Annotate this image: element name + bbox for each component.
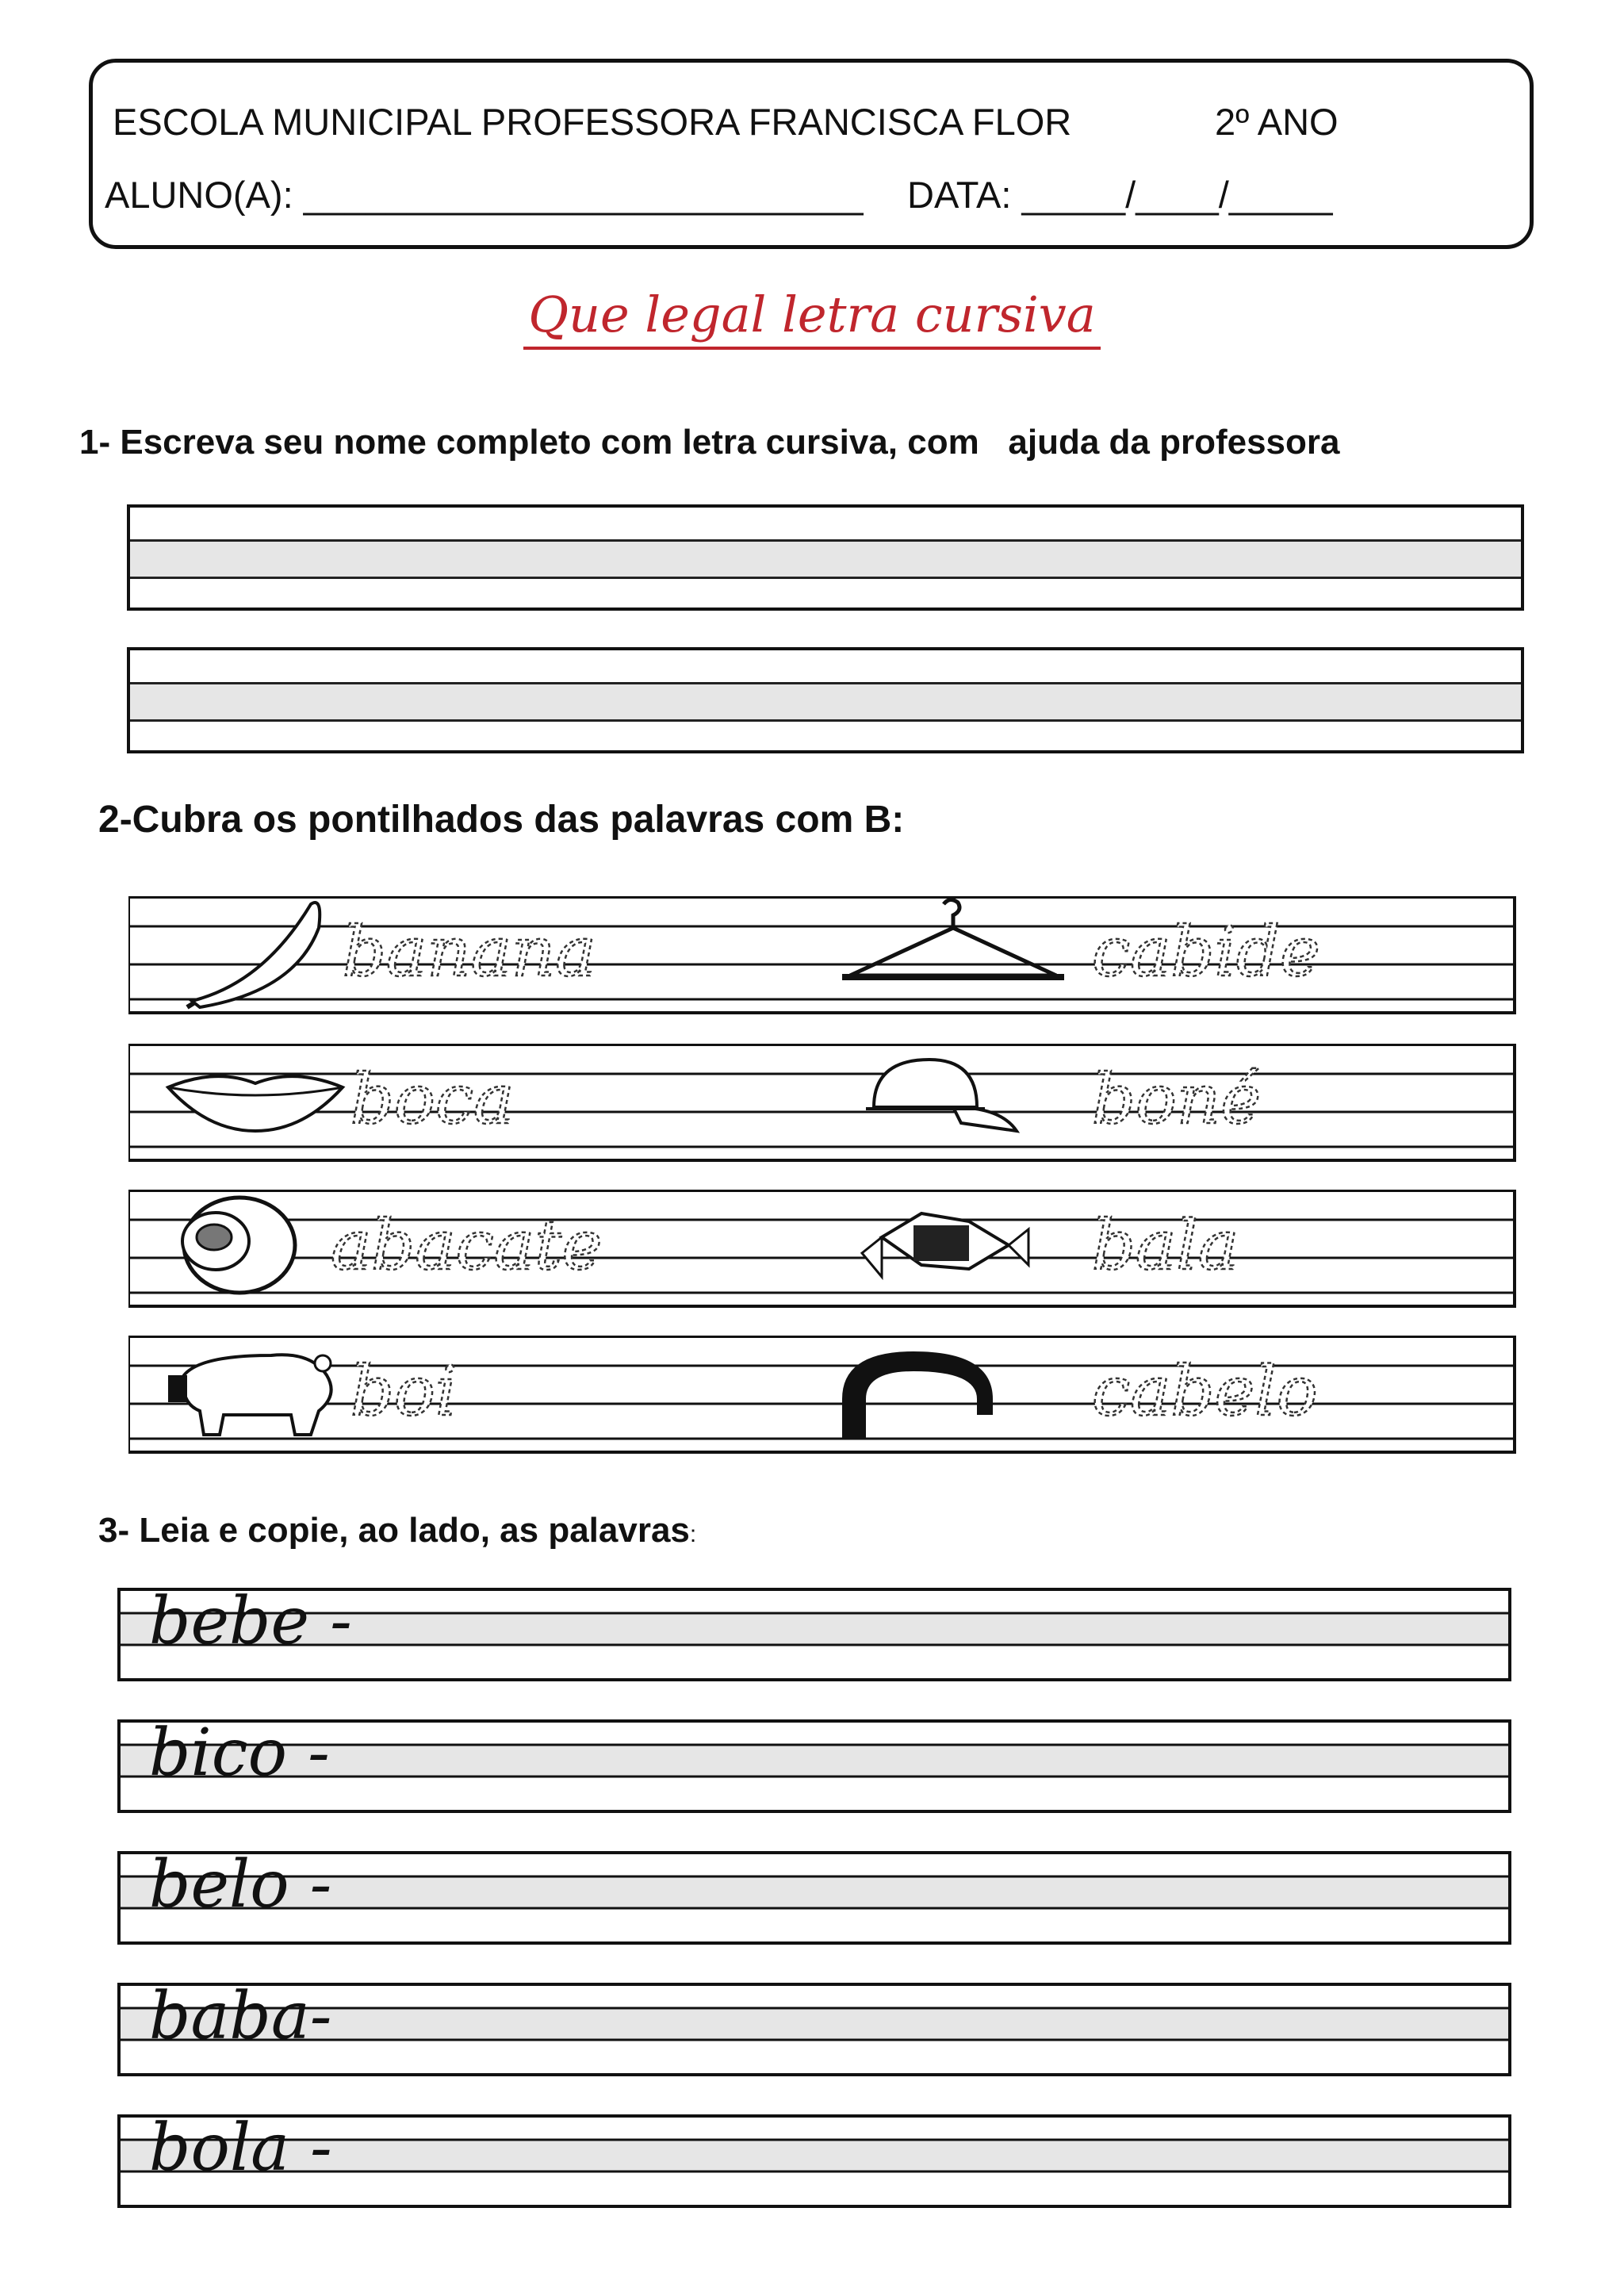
ox-icon: [168, 1355, 331, 1435]
header-box: [89, 59, 1534, 249]
copy-row[interactable]: [117, 1981, 1513, 2085]
trace-word: boca: [350, 1060, 515, 1140]
lips-icon: [168, 1076, 343, 1131]
copy-word: bico -: [149, 1718, 330, 1791]
candy-icon: [862, 1213, 1028, 1277]
trace-row[interactable]: [128, 1044, 1516, 1163]
trace-word: boné: [1092, 1060, 1262, 1140]
trace-word: cabide: [1092, 913, 1320, 992]
banana-icon: [187, 903, 320, 1007]
question-2: 2-Cubra os pontilhados das palavras com B:: [98, 799, 905, 841]
copy-word: belo -: [149, 1849, 332, 1922]
school-name: ESCOLA MUNICIPAL PROFESSORA FRANCISCA FLOR: [113, 101, 1072, 143]
cap-icon: [866, 1060, 1017, 1131]
copy-row[interactable]: [117, 2113, 1513, 2217]
avocado-icon: [182, 1198, 295, 1293]
writing-line-1[interactable]: [127, 504, 1524, 611]
date-field[interactable]: DATA: _____/____/_____: [907, 174, 1333, 216]
trace-word: cabelo: [1092, 1352, 1318, 1432]
copy-row[interactable]: [117, 1849, 1513, 1953]
trace-word: abacate: [331, 1206, 603, 1286]
student-name-field[interactable]: ALUNO(A): ___________________________: [105, 174, 864, 216]
question-3: 3- Leia e copie, ao lado, as palavras:: [98, 1511, 697, 1550]
hair-icon: [842, 1351, 993, 1439]
trace-row[interactable]: [128, 896, 1516, 1015]
trace-word: bala: [1092, 1206, 1239, 1286]
writing-line-2[interactable]: [127, 647, 1524, 753]
copy-word: bola -: [149, 2113, 332, 2186]
copy-row[interactable]: [117, 1718, 1513, 1822]
trace-word: boi: [350, 1352, 458, 1432]
question-1: 1- Escreva seu nome completo com letra cursiva, com ajuda da professora: [79, 423, 1340, 462]
trace-row[interactable]: [128, 1190, 1516, 1309]
grade-label: 2º ANO: [1215, 101, 1339, 143]
trace-row[interactable]: [128, 1336, 1516, 1455]
trace-word: banana: [343, 913, 596, 992]
page-title: Que legal letra cursiva: [0, 286, 1624, 343]
copy-word: baba-: [149, 1981, 332, 2054]
copy-word: bebe -: [149, 1586, 352, 1659]
copy-row[interactable]: [117, 1586, 1513, 1690]
